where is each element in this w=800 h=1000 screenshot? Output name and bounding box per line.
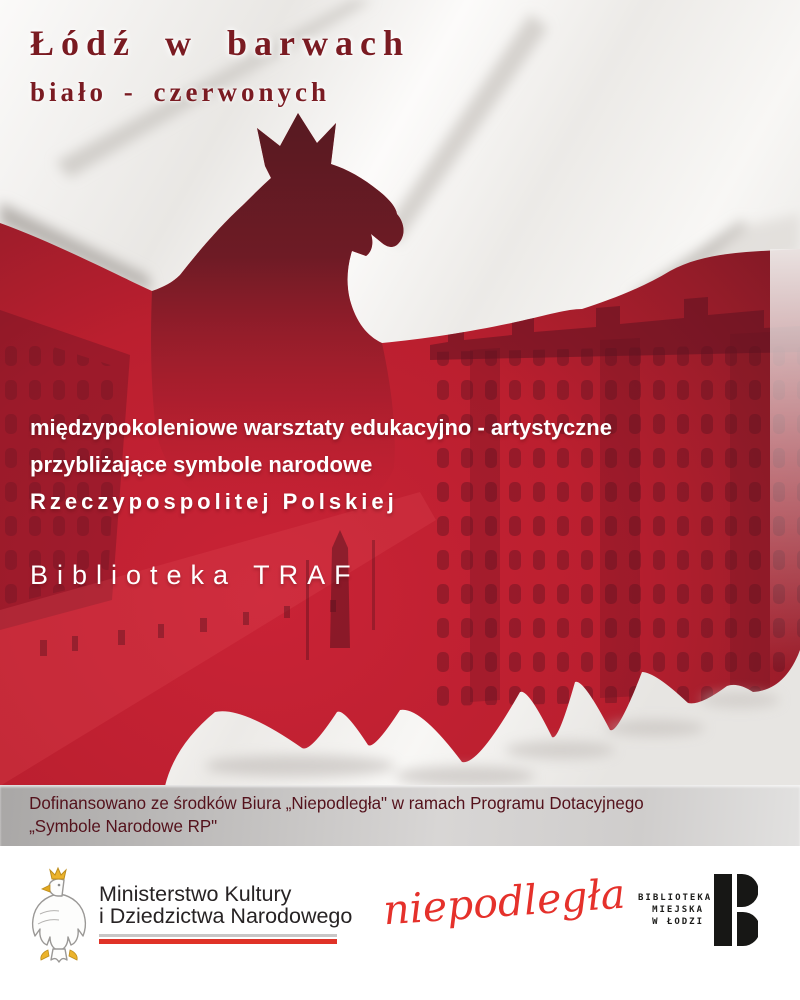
letter-b-logo-icon	[714, 874, 758, 946]
library-logo	[638, 874, 758, 946]
funding-line-1: Dofinansowano ze środków Biura „Niepodległa" w ramach Programu Dotacyjnego	[29, 793, 644, 813]
ministry-logo-text	[99, 866, 352, 964]
library-logo-text	[638, 892, 713, 928]
library-line-1: BIBLIOTEKA	[638, 893, 713, 903]
event-description	[30, 409, 612, 520]
poster-title	[30, 22, 410, 108]
fabric-edge-highlight	[770, 249, 800, 669]
ministry-line-1: Ministerstwo Kultury	[99, 882, 292, 906]
logo-footer	[0, 846, 800, 1000]
niepodlegla-logo: niepodległa	[381, 869, 627, 935]
funding-line-2: „Symbole Narodowe RP"	[29, 815, 218, 836]
description-line-2: przybliżające symbole narodowe	[30, 452, 373, 477]
poland-coat-of-arms-icon	[28, 866, 90, 964]
ministry-line-2: i Dziedzictwa Narodowego	[99, 904, 353, 928]
white-red-flag-stripes-icon	[99, 934, 337, 944]
gold-crown-icon	[50, 868, 66, 879]
title-line-2: biało - czerwonych	[30, 77, 330, 107]
library-line-3: W ŁODZI	[652, 917, 704, 927]
funding-bar	[0, 785, 800, 846]
description-line-3: Rzeczypospolitej Polskiej	[30, 489, 398, 514]
organizer-name: Biblioteka TRAF	[30, 560, 360, 590]
title-line-1: Łódź w barwach	[30, 23, 411, 63]
library-line-2: MIEJSKA	[652, 905, 704, 915]
description-line-1: międzypokoleniowe warsztaty edukacyjno - artystyczne	[30, 415, 612, 440]
ministry-logo	[28, 866, 352, 964]
